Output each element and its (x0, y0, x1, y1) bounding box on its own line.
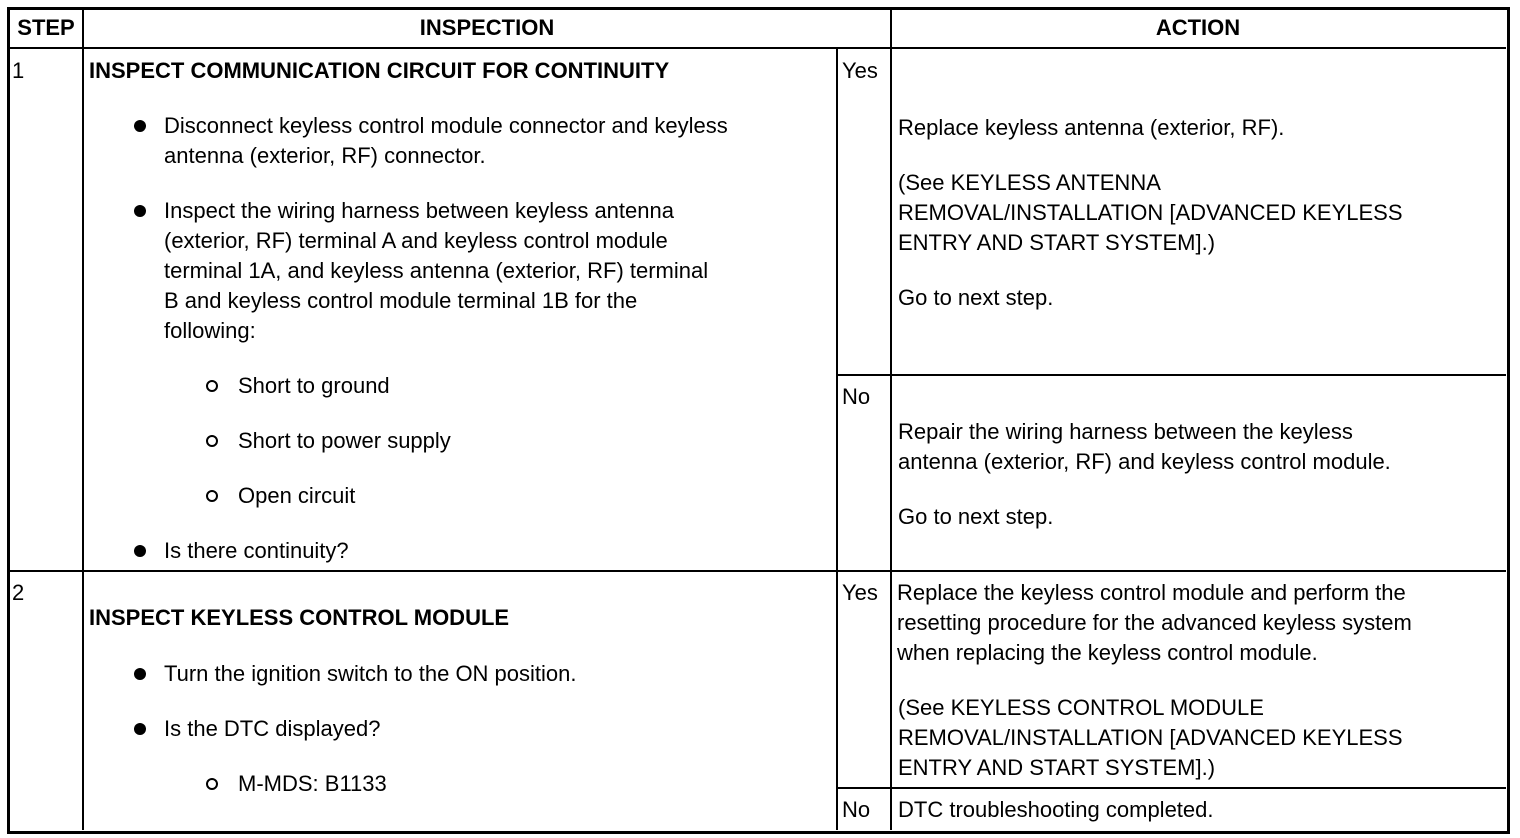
step-2-yes-action-line-2: resetting procedure for the advanced keyless system (897, 610, 1412, 635)
step-2-yes-action-line-6: ENTRY AND START SYSTEM].) (898, 755, 1216, 780)
yes-no-column-divider (836, 48, 838, 830)
bullet-icon (134, 723, 146, 735)
header-divider (8, 47, 1506, 49)
step-1-number: 1 (12, 58, 25, 83)
step-2-no-label: No (842, 797, 871, 822)
step-1-yes-action-line-3: REMOVAL/INSTALLATION [ADVANCED KEYLESS (898, 200, 1403, 225)
step-1-yes-action-line-4: ENTRY AND START SYSTEM].) (898, 230, 1216, 255)
step-1-sub-item-2: Short to power supply (238, 428, 451, 453)
step-column-divider (82, 8, 84, 830)
step-1-title: INSPECT COMMUNICATION CIRCUIT FOR CONTINUITY (89, 58, 670, 83)
step-1-no-label: No (842, 384, 871, 409)
bullet-icon (134, 668, 146, 680)
step-1-bullet-3: Is there continuity? (164, 538, 349, 563)
sub-bullet-icon (206, 380, 218, 392)
step-1-bullet-2-line-4: B and keyless control module terminal 1B for the (164, 288, 638, 313)
step-2-yes-action-line-3: when replacing the keyless control module. (897, 640, 1318, 665)
step-1-bullet-2-line-5: following: (164, 318, 256, 343)
step-2-bullet-2: Is the DTC displayed? (164, 716, 381, 741)
header-step: STEP (17, 15, 75, 40)
step-1-no-action-line-3: Go to next step. (898, 504, 1054, 529)
bullet-icon (134, 545, 146, 557)
step-2-yes-action-line-4: (See KEYLESS CONTROL MODULE (898, 695, 1264, 720)
step-1-yes-label: Yes (842, 58, 878, 83)
bullet-icon (134, 205, 146, 217)
sub-bullet-icon (206, 490, 218, 502)
step-1-bullet-2-line-1: Inspect the wiring harness between keyless antenna (164, 198, 674, 223)
step-1-yes-no-divider (836, 374, 1506, 376)
sub-bullet-icon (206, 435, 218, 447)
step-1-yes-action-line-1: Replace keyless antenna (exterior, RF). (898, 115, 1285, 140)
step-2-title: INSPECT KEYLESS CONTROL MODULE (89, 605, 510, 630)
sub-bullet-icon (206, 778, 218, 790)
step-2-sub-item-1: M-MDS: B1133 (238, 771, 387, 796)
step-divider (8, 570, 1506, 572)
step-2-yes-no-divider (836, 787, 1506, 789)
step-1-bullet-1-line-1: Disconnect keyless control module connector and keyless (164, 113, 728, 138)
step-1-bullet-2-line-3: terminal 1A, and keyless antenna (exterior, RF) terminal (164, 258, 709, 283)
step-1-no-action-line-2: antenna (exterior, RF) and keyless control module. (898, 449, 1391, 474)
bullet-icon (134, 120, 146, 132)
step-1-yes-action-line-2: (See KEYLESS ANTENNA (898, 170, 1161, 195)
step-2-yes-action-line-5: REMOVAL/INSTALLATION [ADVANCED KEYLESS (898, 725, 1403, 750)
step-1-no-action-line-1: Repair the wiring harness between the keyless (898, 419, 1353, 444)
step-1-sub-item-1: Short to ground (238, 373, 390, 398)
step-2-number: 2 (12, 580, 25, 605)
step-1-sub-item-3: Open circuit (238, 483, 356, 508)
header-action: ACTION (1155, 15, 1241, 40)
step-2-yes-action-line-1: Replace the keyless control module and perform the (897, 580, 1406, 605)
step-2-bullet-1: Turn the ignition switch to the ON position. (164, 661, 577, 686)
step-2-no-action: DTC troubleshooting completed. (898, 797, 1214, 822)
step-1-bullet-2-line-2: (exterior, RF) terminal A and keyless control module (164, 228, 668, 253)
step-1-yes-action-line-5: Go to next step. (898, 285, 1054, 310)
step-2-yes-label: Yes (842, 580, 878, 605)
action-column-divider (890, 8, 892, 830)
header-inspection: INSPECTION (419, 15, 555, 40)
step-1-bullet-1-line-2: antenna (exterior, RF) connector. (164, 143, 486, 168)
